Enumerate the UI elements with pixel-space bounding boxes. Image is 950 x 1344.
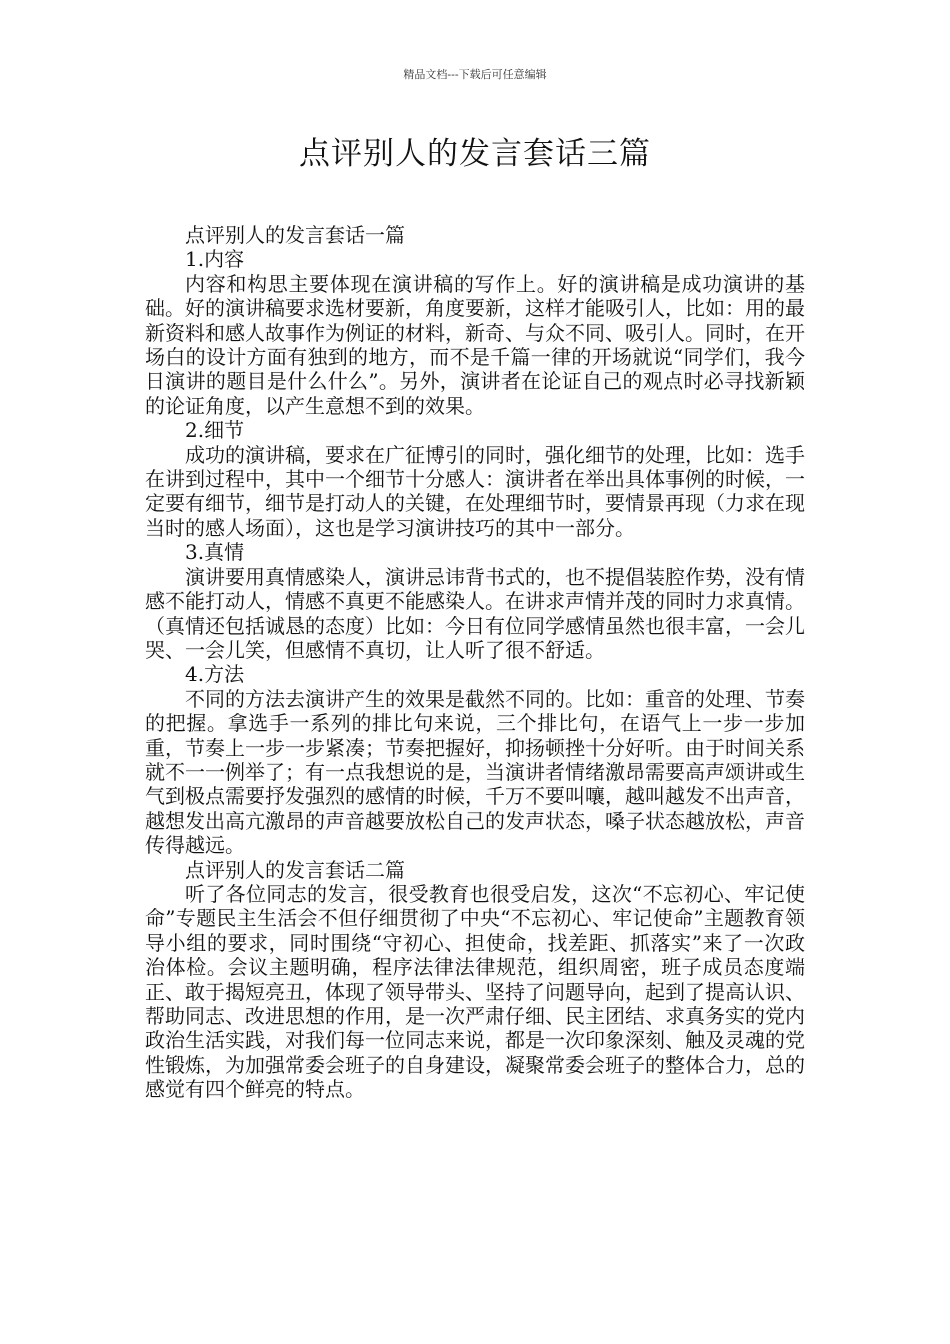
paragraph-content: 内容和构思主要体现在演讲稿的写作上。好的演讲稿是成功演讲的基础。好的演讲稿要求选材要新，角度要新，这样才能吸引人，比如：用的最新资料和感人故事作为例证的材料，新奇、与众不同、吸引人。同时，在开场白的设计方面有独到的地方，而不是千篇一律的开场就说“同学们，我今日演讲的题目是什么什么”。另外，演讲者在论证自己的观点时必寻找新颖的论证角度，以产生意想不到的效果。 <box>145 271 805 418</box>
paragraph-section-two: 听了各位同志的发言，很受教育也很受启发，这次“不忘初心、牢记使命”专题民主生活会不但仔细贯彻了中央“不忘初心、牢记使命”主题教育领导小组的要求，同时围绕“守初心、担使命，找差距、抓落实”来了一次政治体检。会议主题明确，程序法律法律规范，组织周密，班子成员态度端正、敢于揭短亮丑，体现了领导带头、坚持了问题导向，起到了提高认识、帮助同志、改进思想的作用，是一次严肃仔细、民主团结、求真务实的党内政治生活实践，对我们每一位同志来说，都是一次印象深刻、触及灵魂的党性锻炼，为加强常委会班子的自身建设，凝聚常委会班子的整体合力，总的感觉有四个鲜亮的特点。 <box>145 881 805 1102</box>
subheading-detail: 2.细节 <box>185 418 245 443</box>
document-body <box>145 223 805 1102</box>
document-title: 点评别人的发言套话三篇 <box>299 136 651 172</box>
subheading-method: 4.方法 <box>185 662 245 687</box>
paragraph-method: 不同的方法去演讲产生的效果是截然不同的。比如：重音的处理、节奏的把握。拿选手一系列的排比句来说，三个排比句，在语气上一步一步加重，节奏上一步一步紧凑；节奏把握好，抑扬顿挫十分好听。由于时间关系就不一一例举了；有一点我想说的是，当演讲者情绪激昂需要高声颂讲或生气到极点需要抒发强烈的感情的时候，千万不要叫嚷，越叫越发不出声音，越想发出高亢激昂的声音越要放松自己的发声状态，嗓子状态越放松，声音传得越远。 <box>145 686 805 858</box>
paragraph-detail: 成功的演讲稿，要求在广征博引的同时，强化细节的处理，比如：选手在讲到过程中，其中一个细节十分感人：演讲者在举出具体事例的时候，一定要有细节，细节是打动人的关键，在处理细节时，要情景再现（力求在现当时的感人场面），这也是学习演讲技巧的其中一部分。 <box>145 442 805 540</box>
subheading-content: 1.内容 <box>185 247 245 272</box>
subheading-sincerity: 3.真情 <box>185 540 245 565</box>
paragraph-sincerity: 演讲要用真情感染人，演讲忌讳背书式的，也不提倡装腔作势，没有情感不能打动人，情感不真更不能感染人。在讲求声情并茂的同时力求真情。（真情还包括诚恳的态度）比如：今日有位同学感情虽然也很丰富，一会儿哭、一会儿笑，但感情不真切，让人听了很不舒适。 <box>145 564 805 662</box>
page-header-note: 精品文档---下载后可任意编辑 <box>403 68 547 81</box>
section-heading-one: 点评别人的发言套话一篇 <box>185 223 405 247</box>
section-heading-two: 点评别人的发言套话二篇 <box>185 857 405 882</box>
